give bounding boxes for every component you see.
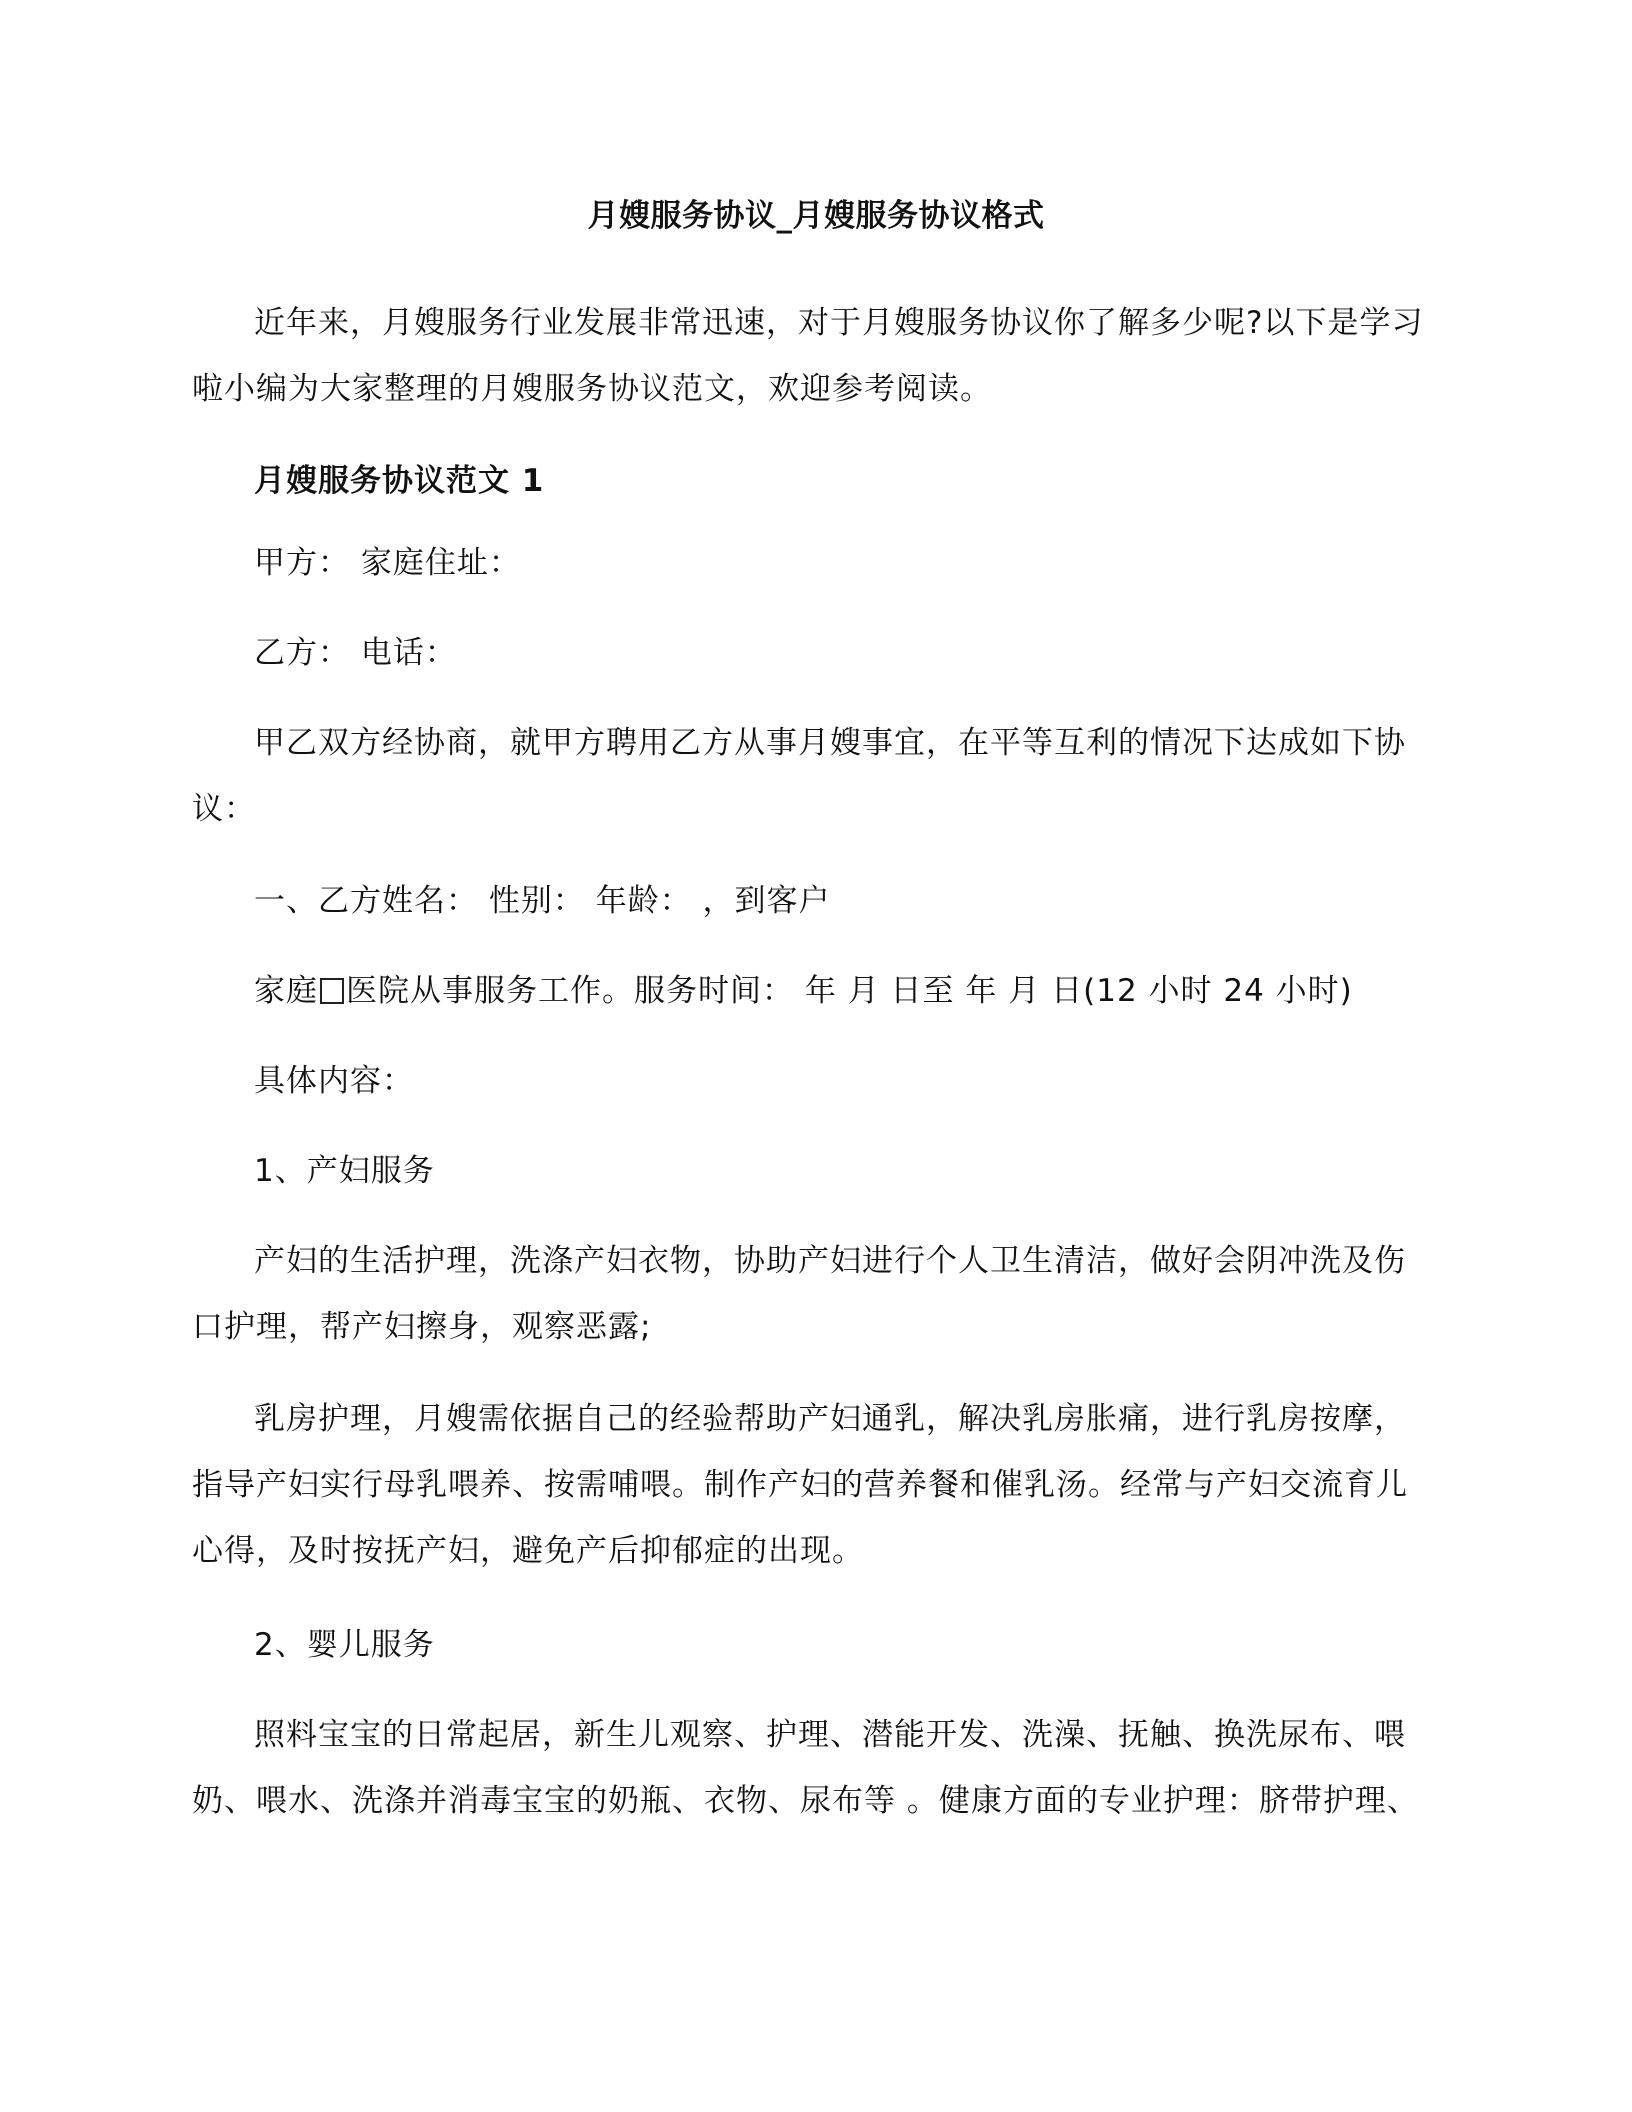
item-one-line: 一、乙方姓名： 性别： 年龄： ，到客户	[254, 883, 831, 919]
agreement-intro-paragraph: 甲乙双方经协商，就甲方聘用乙方从事月嫂事宜，在平等互利的情况下达成如下协议：	[192, 725, 1406, 827]
infant-care-paragraph: 照料宝宝的日常起居，新生儿观察、护理、潜能开发、洗澡、抚触、换洗尿布、喂奶、喂水、洗涤并消毒宝宝的奶瓶、衣物、尿布等 。健康方面的专业护理：脐带护理、	[192, 1717, 1419, 1819]
party-a-line: 甲方： 家庭住址：	[254, 545, 521, 581]
section-heading: 月嫂服务协议范文 1	[254, 463, 545, 499]
intro-paragraph: 近年来，月嫂服务行业发展非常迅速，对于月嫂服务协议你了解多少呢?以下是学习啦小编为大家整理的月嫂服务协议范文，欢迎参考阅读。	[192, 305, 1424, 407]
breast-care-paragraph: 乳房护理，月嫂需依据自己的经验帮助产妇通乳，解决乳房胀痛，进行乳房按摩，指导产妇实行母乳喂养、按需哺喂。制作产妇的营养餐和催乳汤。经常与产妇交流育儿心得，及时按抚产妇，避免产后抑郁症的出现。	[192, 1401, 1408, 1569]
checkbox-glyph-icon	[320, 978, 344, 1004]
party-b-line: 乙方： 电话：	[254, 635, 457, 671]
content-label: 具体内容：	[254, 1063, 414, 1099]
document-title: 月嫂服务协议_月嫂服务协议格式	[587, 198, 1045, 234]
service-place-line	[192, 958, 1428, 1024]
maternal-care-paragraph: 产妇的生活护理，洗涤产妇衣物，协助产妇进行个人卫生清洁，做好会阴冲洗及伤口护理，帮产妇擦身，观察恶露;	[192, 1243, 1406, 1345]
maternal-service-heading: 1、产妇服务	[254, 1153, 435, 1189]
service-place-hospital-and-time: 医院从事服务工作。服务时间： 年 月 日至 年 月 日(12 小时 24 小时)	[346, 973, 1353, 1009]
service-place-home: 家庭	[254, 973, 318, 1009]
infant-service-heading: 2、婴儿服务	[254, 1627, 435, 1663]
